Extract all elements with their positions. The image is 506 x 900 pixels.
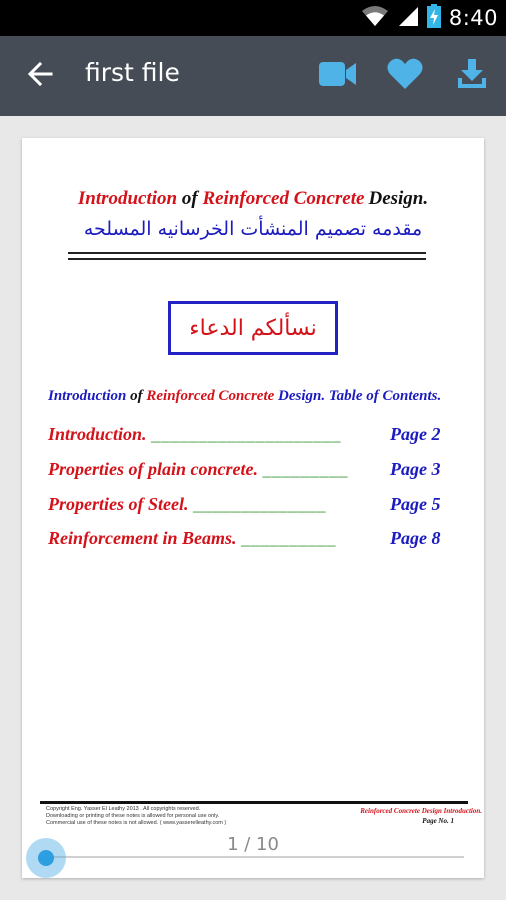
toc-entry-page: Page 8 — [390, 528, 441, 548]
toc-entry[interactable] — [48, 528, 441, 554]
footer-page-info — [322, 806, 482, 826]
signal-icon — [397, 5, 419, 31]
toc-entry-leader: ______________ — [192, 494, 326, 514]
title-part-introduction: Introduction — [77, 188, 178, 209]
status-bar — [0, 0, 506, 36]
toc-entry-label: Introduction. — [48, 424, 147, 444]
toc-entry[interactable] — [48, 424, 441, 450]
toc-entry[interactable] — [48, 459, 441, 485]
download-button[interactable] — [450, 54, 494, 98]
toc-entry-leader: _________ — [262, 459, 348, 479]
video-button[interactable] — [316, 54, 360, 98]
back-button[interactable] — [20, 56, 60, 96]
battery-charging-icon — [427, 4, 441, 32]
toc-entry-label: Properties of Steel. — [48, 494, 189, 514]
copyright-line: Downloading or printing of these notes is allowed for personal use only. — [46, 813, 220, 819]
title-part-design: Design. — [368, 188, 429, 209]
copyright-line: Commercial use of these notes is not allowed. ( www.yasserelleathy.com ) — [46, 820, 227, 826]
footer-divider — [40, 801, 468, 804]
page-scrubber-track[interactable] — [44, 856, 464, 858]
toc-entry-leader: __________ — [241, 528, 336, 548]
app-title: first file — [85, 58, 180, 87]
page-indicator: 1 / 10 — [227, 834, 279, 855]
title-divider — [68, 252, 426, 260]
footer-doc-name: Reinforced Concrete Design Introduction. — [360, 807, 482, 815]
copyright-line: Copyright Eng. Yasser El Leathy 2013 . All copyrights reserved. — [46, 806, 201, 812]
scrubber-dot — [38, 850, 54, 866]
document-title-arabic: مقدمه تصميم المنشأت الخرسانيه المسلحه — [83, 218, 423, 240]
dua-box: نسألكم الدعاء — [168, 301, 338, 355]
video-camera-icon — [319, 61, 357, 91]
toc-entry-label: Properties of plain concrete. — [48, 459, 258, 479]
download-icon — [456, 58, 488, 94]
toc-entry-leader: ____________________ — [151, 424, 342, 444]
toc-entry-page: Page 5 — [390, 494, 441, 514]
status-time: 8:40 — [448, 6, 498, 30]
toc-entry-page: Page 3 — [390, 459, 441, 479]
footer-page-number: Page No. 1 — [422, 817, 454, 825]
document-title — [22, 188, 484, 210]
toc-heading-part-reinforced-concrete: Reinforced Concrete — [146, 388, 275, 404]
title-part-of: of — [181, 188, 198, 209]
title-part-reinforced-concrete: Reinforced Concrete — [202, 188, 365, 209]
toc-heading-part-of: of — [130, 388, 143, 404]
toc-entry-page: Page 2 — [390, 424, 441, 444]
page-scrubber-handle[interactable] — [26, 838, 66, 878]
document-page[interactable] — [22, 138, 484, 878]
toc-heading — [48, 388, 488, 405]
toc-heading-part-introduction: Introduction — [48, 388, 127, 404]
wifi-icon — [361, 5, 389, 31]
status-icons — [361, 5, 498, 31]
arrow-back-icon — [27, 62, 53, 90]
app-bar — [0, 36, 506, 116]
heart-icon — [387, 58, 423, 94]
favorite-button[interactable] — [383, 54, 427, 98]
toc-entry-label: Reinforcement in Beams. — [48, 528, 237, 548]
toc-heading-part-design: Design. Table of Contents. — [278, 388, 442, 404]
footer-copyright — [46, 806, 296, 827]
toc-entry[interactable] — [48, 494, 441, 520]
